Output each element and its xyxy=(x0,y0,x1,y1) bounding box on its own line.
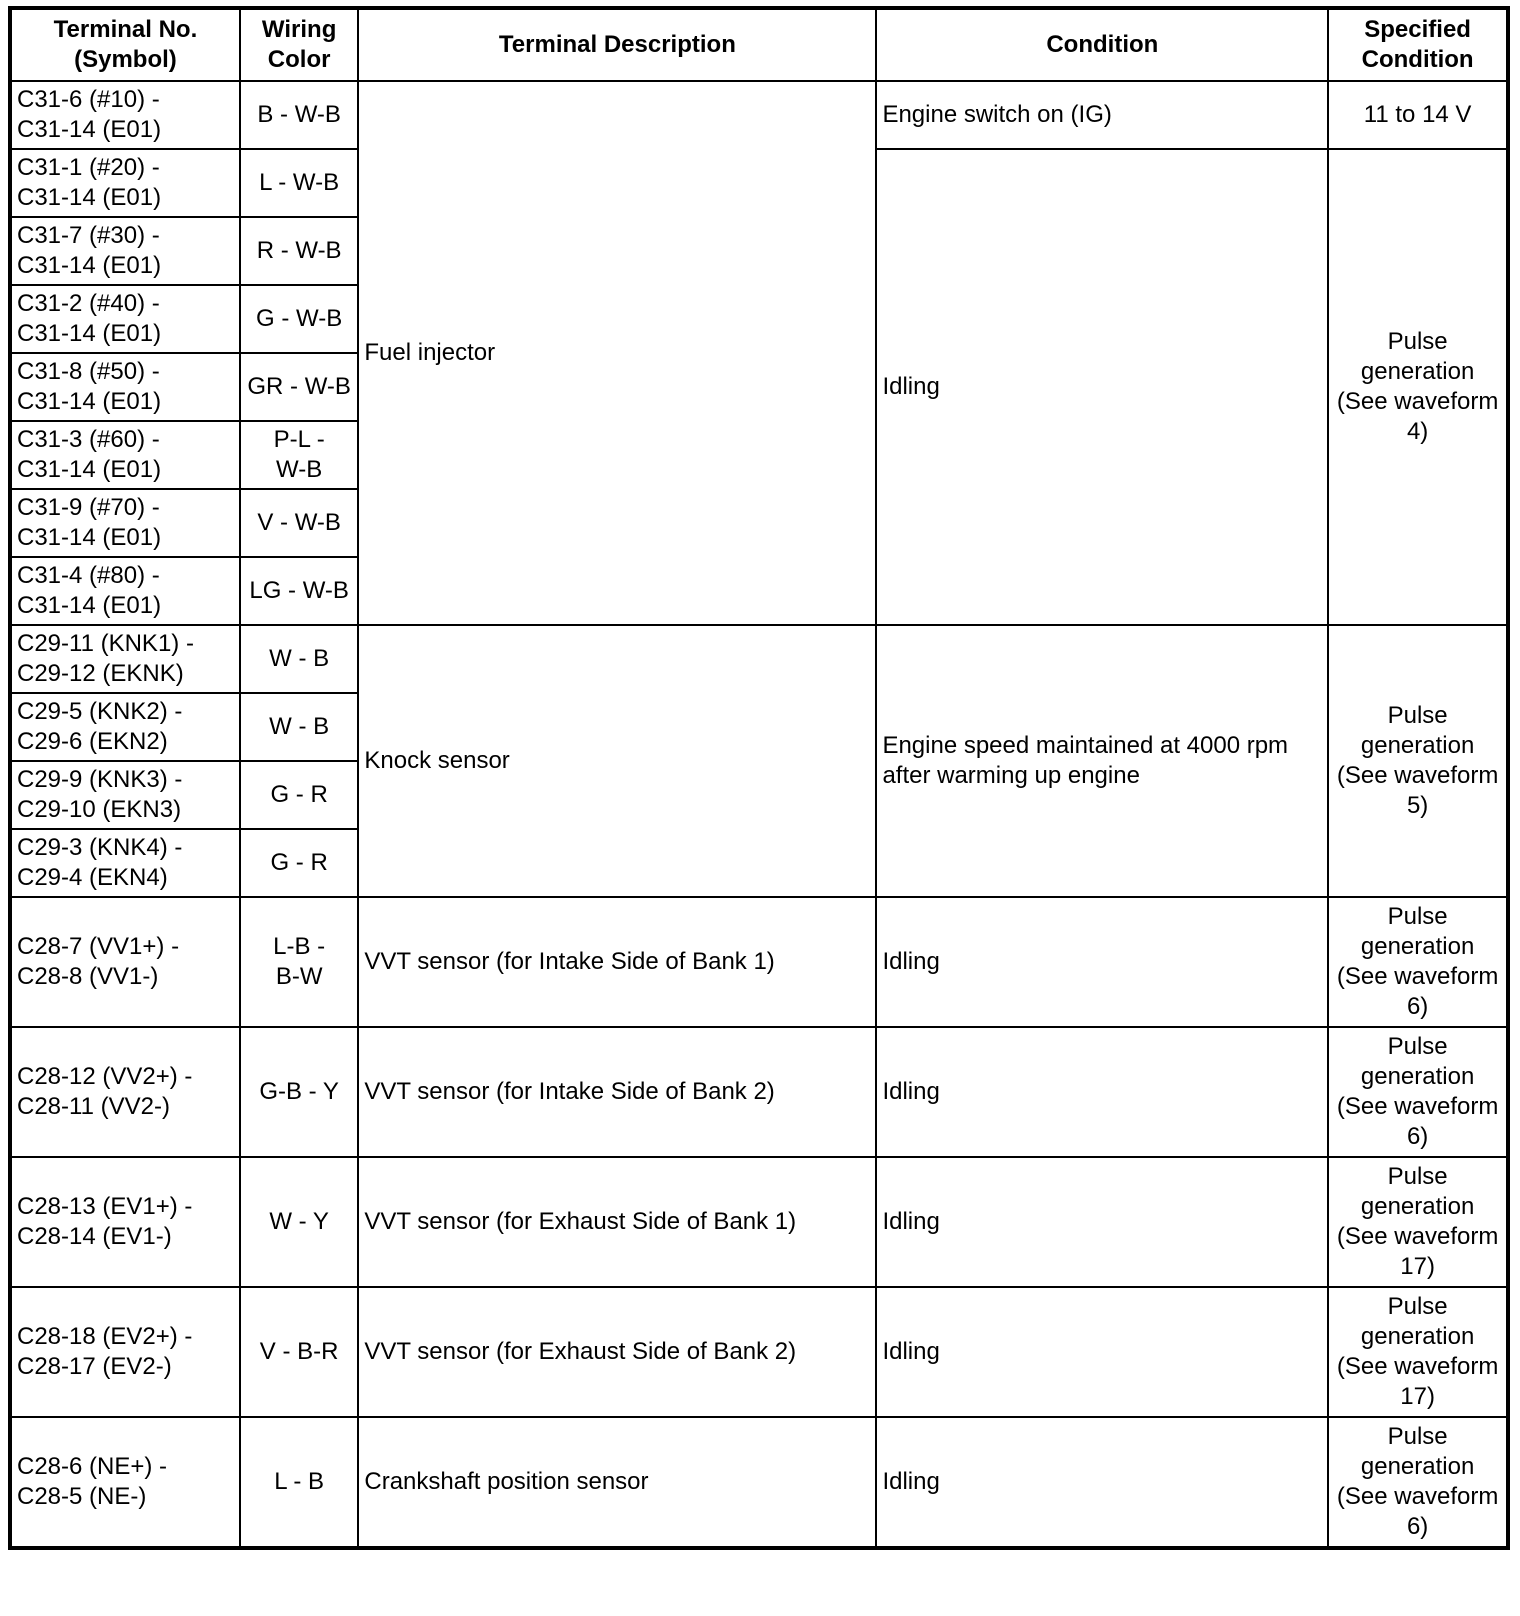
table-row xyxy=(10,81,1508,149)
condition-cell: Idling xyxy=(876,149,1328,625)
specified-cell: Pulse generation (See waveform 6) xyxy=(1328,897,1508,1027)
condition-cell: Idling xyxy=(876,1027,1328,1157)
specified-cell: Pulse generation (See waveform 5) xyxy=(1328,625,1508,897)
terminal-cell: C28-6 (NE+) - C28-5 (NE-) xyxy=(10,1417,240,1548)
description-cell: Knock sensor xyxy=(358,625,876,897)
terminal-cell: C28-7 (VV1+) - C28-8 (VV1-) xyxy=(10,897,240,1027)
condition-cell: Idling xyxy=(876,897,1328,1027)
wiring-cell: GR - W-B xyxy=(240,353,358,421)
wiring-cell: W - B xyxy=(240,693,358,761)
table-row xyxy=(10,1027,1508,1157)
table-row xyxy=(10,1417,1508,1548)
condition-cell: Idling xyxy=(876,1287,1328,1417)
header-description: Terminal Description xyxy=(358,8,876,81)
terminal-cell: C31-1 (#20) - C31-14 (E01) xyxy=(10,149,240,217)
wiring-cell: W - B xyxy=(240,625,358,693)
description-cell: Crankshaft position sensor xyxy=(358,1417,876,1548)
terminal-cell: C31-8 (#50) - C31-14 (E01) xyxy=(10,353,240,421)
terminal-cell: C31-2 (#40) - C31-14 (E01) xyxy=(10,285,240,353)
terminal-cell: C29-9 (KNK3) - C29-10 (EKN3) xyxy=(10,761,240,829)
wiring-cell: V - W-B xyxy=(240,489,358,557)
wiring-cell: L-B - B-W xyxy=(240,897,358,1027)
terminal-cell: C29-11 (KNK1) - C29-12 (EKNK) xyxy=(10,625,240,693)
wiring-cell: P-L - W-B xyxy=(240,421,358,489)
wiring-cell: G - R xyxy=(240,761,358,829)
header-terminal: Terminal No. (Symbol) xyxy=(10,8,240,81)
wiring-cell: LG - W-B xyxy=(240,557,358,625)
wiring-cell: B - W-B xyxy=(240,81,358,149)
description-cell: VVT sensor (for Intake Side of Bank 1) xyxy=(358,897,876,1027)
condition-cell: Engine switch on (IG) xyxy=(876,81,1328,149)
terminal-spec-table xyxy=(8,6,1510,1550)
wiring-cell: G - W-B xyxy=(240,285,358,353)
table-row xyxy=(10,625,1508,693)
terminal-cell: C31-6 (#10) - C31-14 (E01) xyxy=(10,81,240,149)
terminal-cell: C31-7 (#30) - C31-14 (E01) xyxy=(10,217,240,285)
condition-cell: Idling xyxy=(876,1417,1328,1548)
terminal-cell: C28-13 (EV1+) - C28-14 (EV1-) xyxy=(10,1157,240,1287)
header-wiring: Wiring Color xyxy=(240,8,358,81)
table-row xyxy=(10,1157,1508,1287)
header-row xyxy=(10,8,1508,81)
terminal-cell: C31-3 (#60) - C31-14 (E01) xyxy=(10,421,240,489)
description-cell: VVT sensor (for Exhaust Side of Bank 2) xyxy=(358,1287,876,1417)
specified-cell: Pulse generation (See waveform 17) xyxy=(1328,1157,1508,1287)
terminal-cell: C29-3 (KNK4) - C29-4 (EKN4) xyxy=(10,829,240,897)
terminal-cell: C28-12 (VV2+) - C28-11 (VV2-) xyxy=(10,1027,240,1157)
condition-cell: Idling xyxy=(876,1157,1328,1287)
table-row xyxy=(10,897,1508,1027)
wiring-cell: V - B-R xyxy=(240,1287,358,1417)
wiring-cell: G - R xyxy=(240,829,358,897)
specified-cell: 11 to 14 V xyxy=(1328,81,1508,149)
specified-cell: Pulse generation (See waveform 17) xyxy=(1328,1287,1508,1417)
description-cell: VVT sensor (for Intake Side of Bank 2) xyxy=(358,1027,876,1157)
description-cell: Fuel injector xyxy=(358,81,876,625)
specified-cell: Pulse generation (See waveform 6) xyxy=(1328,1027,1508,1157)
wiring-cell: W - Y xyxy=(240,1157,358,1287)
description-cell: VVT sensor (for Exhaust Side of Bank 1) xyxy=(358,1157,876,1287)
specified-cell: Pulse generation (See waveform 4) xyxy=(1328,149,1508,625)
table-row xyxy=(10,1287,1508,1417)
header-condition: Condition xyxy=(876,8,1328,81)
wiring-cell: L - W-B xyxy=(240,149,358,217)
terminal-cell: C28-18 (EV2+) - C28-17 (EV2-) xyxy=(10,1287,240,1417)
specified-cell: Pulse generation (See waveform 6) xyxy=(1328,1417,1508,1548)
header-specified: Specified Condition xyxy=(1328,8,1508,81)
wiring-cell: R - W-B xyxy=(240,217,358,285)
wiring-cell: G-B - Y xyxy=(240,1027,358,1157)
terminal-cell: C31-9 (#70) - C31-14 (E01) xyxy=(10,489,240,557)
terminal-cell: C31-4 (#80) - C31-14 (E01) xyxy=(10,557,240,625)
wiring-cell: L - B xyxy=(240,1417,358,1548)
condition-cell: Engine speed maintained at 4000 rpm after warming up engine xyxy=(876,625,1328,897)
terminal-cell: C29-5 (KNK2) - C29-6 (EKN2) xyxy=(10,693,240,761)
